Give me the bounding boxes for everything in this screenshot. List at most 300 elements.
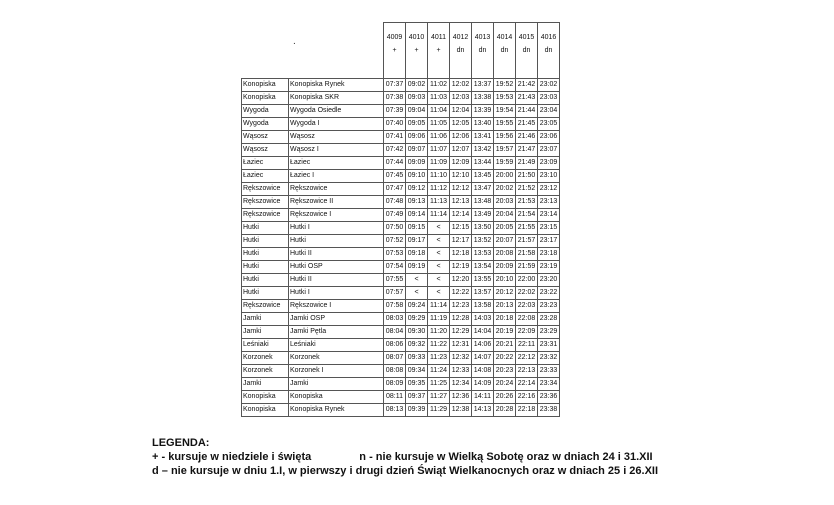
table-row <box>242 274 560 287</box>
time-cell: < <box>428 248 450 261</box>
time-cell: 13:52 <box>472 235 494 248</box>
table-row <box>242 261 560 274</box>
time-cell: 13:49 <box>472 209 494 222</box>
time-cell: 22:12 <box>516 352 538 365</box>
course-mark: + <box>414 47 419 54</box>
time-cell: < <box>428 222 450 235</box>
course-mark: dn <box>478 47 487 54</box>
time-cell: 14:08 <box>472 365 494 378</box>
time-cell: 11:12 <box>428 183 450 196</box>
town-cell: Wąsosz <box>242 131 289 144</box>
time-cell: 22:11 <box>516 339 538 352</box>
time-cell: 09:09 <box>406 157 428 170</box>
time-cell: 19:57 <box>494 144 516 157</box>
time-cell: 13:45 <box>472 170 494 183</box>
time-cell: 11:07 <box>428 144 450 157</box>
time-cell: 19:52 <box>494 79 516 92</box>
time-cell: 20:03 <box>494 196 516 209</box>
time-cell: 20:09 <box>494 261 516 274</box>
time-cell: 19:54 <box>494 105 516 118</box>
town-cell: Wygoda <box>242 118 289 131</box>
time-cell: 22:16 <box>516 391 538 404</box>
table-row <box>242 235 560 248</box>
table-row <box>242 352 560 365</box>
time-cell: 23:22 <box>538 287 560 300</box>
time-cell: 20:28 <box>494 404 516 417</box>
time-cell: 13:41 <box>472 131 494 144</box>
time-cell: 11:23 <box>428 352 450 365</box>
header-row <box>242 23 560 79</box>
time-cell: 20:18 <box>494 313 516 326</box>
time-cell: 12:15 <box>450 222 472 235</box>
time-cell: 22:03 <box>516 300 538 313</box>
table-row <box>242 118 560 131</box>
time-cell: 13:44 <box>472 157 494 170</box>
time-cell: 19:55 <box>494 118 516 131</box>
stop-cell: Hutki I <box>289 222 384 235</box>
course-number: 4015 <box>518 34 535 41</box>
time-cell: 12:36 <box>450 391 472 404</box>
time-cell: 20:13 <box>494 300 516 313</box>
header-blank-stop <box>289 23 384 79</box>
course-number: 4014 <box>496 34 513 41</box>
course-header <box>472 23 494 79</box>
time-cell: < <box>428 287 450 300</box>
time-cell: < <box>428 235 450 248</box>
legend-line-d <box>152 465 658 477</box>
time-cell: 14:03 <box>472 313 494 326</box>
time-cell: 11:09 <box>428 157 450 170</box>
legend-n-text: - nie kursuje w Wielką Sobotę oraz w dniach 24 i 31.XII <box>366 451 653 463</box>
time-cell: 19:59 <box>494 157 516 170</box>
course-mark: dn <box>500 47 509 54</box>
course-header <box>538 23 560 79</box>
town-cell: Hutki <box>242 248 289 261</box>
table-row <box>242 105 560 118</box>
time-cell: 08:03 <box>384 313 406 326</box>
time-cell: 12:02 <box>450 79 472 92</box>
time-cell: 07:58 <box>384 300 406 313</box>
stop-cell: Konopiska Rynek <box>289 404 384 417</box>
time-cell: 07:40 <box>384 118 406 131</box>
table-row <box>242 365 560 378</box>
course-number: 4012 <box>452 34 469 41</box>
legend-title: LEGENDA: <box>152 437 210 449</box>
town-cell: Rększowice <box>242 183 289 196</box>
time-cell: 23:33 <box>538 365 560 378</box>
stop-cell: Hutki <box>289 235 384 248</box>
time-cell: 12:14 <box>450 209 472 222</box>
stop-cell: Korzonek I <box>289 365 384 378</box>
header-dot: . <box>293 36 296 47</box>
time-cell: 09:17 <box>406 235 428 248</box>
time-cell: 12:06 <box>450 131 472 144</box>
town-cell: Jamki <box>242 378 289 391</box>
time-cell: 20:26 <box>494 391 516 404</box>
time-cell: 23:06 <box>538 131 560 144</box>
time-cell: 07:52 <box>384 235 406 248</box>
time-cell: 08:09 <box>384 378 406 391</box>
stop-cell: Jamki OSP <box>289 313 384 326</box>
town-cell: Łaziec <box>242 157 289 170</box>
town-cell: Jamki <box>242 313 289 326</box>
time-cell: 14:11 <box>472 391 494 404</box>
town-cell: Hutki <box>242 235 289 248</box>
time-cell: 23:04 <box>538 105 560 118</box>
time-cell: 12:10 <box>450 170 472 183</box>
time-cell: 07:49 <box>384 209 406 222</box>
header-blank-town <box>242 23 289 79</box>
time-cell: 11:25 <box>428 378 450 391</box>
time-cell: 11:02 <box>428 79 450 92</box>
time-cell: 23:14 <box>538 209 560 222</box>
time-cell: 09:18 <box>406 248 428 261</box>
time-cell: 13:57 <box>472 287 494 300</box>
time-cell: 11:27 <box>428 391 450 404</box>
legend <box>152 437 658 477</box>
time-cell: 23:20 <box>538 274 560 287</box>
time-cell: 23:38 <box>538 404 560 417</box>
time-cell: 21:47 <box>516 144 538 157</box>
stop-cell: Jamki <box>289 378 384 391</box>
time-cell: 20:22 <box>494 352 516 365</box>
stop-cell: Rększowice I <box>289 300 384 313</box>
time-cell: 13:48 <box>472 196 494 209</box>
time-cell: 13:55 <box>472 274 494 287</box>
time-cell: 22:00 <box>516 274 538 287</box>
time-cell: 20:00 <box>494 170 516 183</box>
time-cell: 09:10 <box>406 170 428 183</box>
time-cell: 07:39 <box>384 105 406 118</box>
table-row <box>242 144 560 157</box>
time-cell: 21:59 <box>516 261 538 274</box>
time-cell: 13:40 <box>472 118 494 131</box>
time-cell: 12:12 <box>450 183 472 196</box>
time-cell: 11:06 <box>428 131 450 144</box>
time-cell: 19:53 <box>494 92 516 105</box>
time-cell: 11:03 <box>428 92 450 105</box>
time-cell: 09:02 <box>406 79 428 92</box>
time-cell: 21:58 <box>516 248 538 261</box>
time-cell: 07:55 <box>384 274 406 287</box>
table-row <box>242 196 560 209</box>
time-cell: < <box>428 261 450 274</box>
time-cell: 20:19 <box>494 326 516 339</box>
course-number: 4009 <box>386 34 403 41</box>
time-cell: 13:47 <box>472 183 494 196</box>
town-cell: Konopiska <box>242 391 289 404</box>
time-cell: 13:58 <box>472 300 494 313</box>
time-cell: 09:13 <box>406 196 428 209</box>
town-cell: Wąsosz <box>242 144 289 157</box>
time-cell: 12:09 <box>450 157 472 170</box>
legend-n-symbol: n <box>359 451 367 463</box>
time-cell: 22:02 <box>516 287 538 300</box>
legend-line-plus-n <box>152 451 658 463</box>
time-cell: 07:45 <box>384 170 406 183</box>
time-cell: 13:54 <box>472 261 494 274</box>
course-mark: dn <box>544 47 553 54</box>
course-mark: dn <box>456 47 465 54</box>
town-cell: Rększowice <box>242 196 289 209</box>
stop-cell: Wygoda Osiedle <box>289 105 384 118</box>
time-cell: 23:36 <box>538 391 560 404</box>
time-cell: 21:45 <box>516 118 538 131</box>
timetable <box>241 22 560 417</box>
time-cell: 12:04 <box>450 105 472 118</box>
course-mark: + <box>392 47 397 54</box>
table-row <box>242 248 560 261</box>
table-row <box>242 157 560 170</box>
time-cell: 21:54 <box>516 209 538 222</box>
town-cell: Hutki <box>242 222 289 235</box>
time-cell: 08:07 <box>384 352 406 365</box>
stop-cell: Rększowice <box>289 183 384 196</box>
time-cell: 22:08 <box>516 313 538 326</box>
town-cell: Leśniaki <box>242 339 289 352</box>
stop-cell: Korzonek <box>289 352 384 365</box>
time-cell: 21:50 <box>516 170 538 183</box>
time-cell: 21:43 <box>516 92 538 105</box>
town-cell: Jamki <box>242 326 289 339</box>
stop-cell: Konopiska <box>289 391 384 404</box>
time-cell: 09:37 <box>406 391 428 404</box>
time-cell: 20:10 <box>494 274 516 287</box>
time-cell: 12:28 <box>450 313 472 326</box>
town-cell: Konopiska <box>242 79 289 92</box>
town-cell: Wygoda <box>242 105 289 118</box>
town-cell: Korzonek <box>242 365 289 378</box>
table-row <box>242 287 560 300</box>
time-cell: 13:42 <box>472 144 494 157</box>
time-cell: 14:13 <box>472 404 494 417</box>
time-cell: 07:42 <box>384 144 406 157</box>
time-cell: 11:14 <box>428 209 450 222</box>
time-cell: 11:13 <box>428 196 450 209</box>
time-cell: 07:53 <box>384 248 406 261</box>
course-number: 4010 <box>408 34 425 41</box>
time-cell: 12:19 <box>450 261 472 274</box>
time-cell: 23:32 <box>538 352 560 365</box>
time-cell: 14:09 <box>472 378 494 391</box>
time-cell: 09:24 <box>406 300 428 313</box>
time-cell: 11:24 <box>428 365 450 378</box>
time-cell: 23:02 <box>538 79 560 92</box>
table-row <box>242 391 560 404</box>
time-cell: 09:05 <box>406 118 428 131</box>
stop-cell: Rększowice I <box>289 209 384 222</box>
course-header <box>428 23 450 79</box>
time-cell: 09:39 <box>406 404 428 417</box>
time-cell: 11:05 <box>428 118 450 131</box>
table-row <box>242 222 560 235</box>
time-cell: 12:29 <box>450 326 472 339</box>
time-cell: 13:38 <box>472 92 494 105</box>
time-cell: 09:12 <box>406 183 428 196</box>
time-cell: 23:34 <box>538 378 560 391</box>
time-cell: 09:32 <box>406 339 428 352</box>
time-cell: 07:57 <box>384 287 406 300</box>
town-cell: Hutki <box>242 274 289 287</box>
town-cell: Rększowice <box>242 209 289 222</box>
time-cell: 14:06 <box>472 339 494 352</box>
time-cell: 09:19 <box>406 261 428 274</box>
legend-plus-symbol: + - <box>152 451 166 463</box>
stop-cell: Łaziec <box>289 157 384 170</box>
time-cell: 20:08 <box>494 248 516 261</box>
time-cell: 12:32 <box>450 352 472 365</box>
time-cell: 23:03 <box>538 92 560 105</box>
time-cell: 12:38 <box>450 404 472 417</box>
time-cell: 20:02 <box>494 183 516 196</box>
time-cell: 23:18 <box>538 248 560 261</box>
time-cell: 21:57 <box>516 235 538 248</box>
time-cell: 12:20 <box>450 274 472 287</box>
time-cell: 11:22 <box>428 339 450 352</box>
time-cell: 20:04 <box>494 209 516 222</box>
table-row <box>242 300 560 313</box>
time-cell: 08:13 <box>384 404 406 417</box>
time-cell: 11:14 <box>428 300 450 313</box>
time-cell: 23:29 <box>538 326 560 339</box>
time-cell: 13:50 <box>472 222 494 235</box>
time-cell: 12:23 <box>450 300 472 313</box>
course-number: 4016 <box>540 34 557 41</box>
time-cell: 11:29 <box>428 404 450 417</box>
time-cell: 11:04 <box>428 105 450 118</box>
time-cell: 23:09 <box>538 157 560 170</box>
time-cell: 09:33 <box>406 352 428 365</box>
time-cell: 11:10 <box>428 170 450 183</box>
time-cell: 07:44 <box>384 157 406 170</box>
town-cell: Konopiska <box>242 92 289 105</box>
time-cell: 12:03 <box>450 92 472 105</box>
time-cell: 21:53 <box>516 196 538 209</box>
time-cell: 23:13 <box>538 196 560 209</box>
time-cell: 09:03 <box>406 92 428 105</box>
time-cell: < <box>406 274 428 287</box>
course-header <box>384 23 406 79</box>
time-cell: 09:04 <box>406 105 428 118</box>
time-cell: 12:34 <box>450 378 472 391</box>
table-row <box>242 170 560 183</box>
time-cell: 23:31 <box>538 339 560 352</box>
legend-d-text: – nie kursuje w dniu 1.I, w pierwszy i drugi dzień Świąt Wielkanocnych oraz w dniach 25 i 26.XII <box>158 465 659 477</box>
time-cell: < <box>406 287 428 300</box>
time-cell: 23:10 <box>538 170 560 183</box>
time-cell: 12:18 <box>450 248 472 261</box>
time-cell: 07:50 <box>384 222 406 235</box>
time-cell: 08:08 <box>384 365 406 378</box>
town-cell: Rększowice <box>242 300 289 313</box>
town-cell: Korzonek <box>242 352 289 365</box>
time-cell: 23:07 <box>538 144 560 157</box>
time-cell: 07:48 <box>384 196 406 209</box>
stop-cell: Wąsosz I <box>289 144 384 157</box>
time-cell: < <box>428 274 450 287</box>
time-cell: 14:04 <box>472 326 494 339</box>
time-cell: 09:14 <box>406 209 428 222</box>
time-cell: 08:11 <box>384 391 406 404</box>
stop-cell: Hutki OSP <box>289 261 384 274</box>
time-cell: 08:06 <box>384 339 406 352</box>
time-cell: 09:35 <box>406 378 428 391</box>
course-mark: + <box>436 47 441 54</box>
time-cell: 09:30 <box>406 326 428 339</box>
table-row <box>242 339 560 352</box>
course-number: 4011 <box>430 34 447 41</box>
course-mark: dn <box>522 47 531 54</box>
time-cell: 07:41 <box>384 131 406 144</box>
table-row <box>242 209 560 222</box>
town-cell: Hutki <box>242 261 289 274</box>
time-cell: 12:07 <box>450 144 472 157</box>
stop-cell: Hutki II <box>289 248 384 261</box>
time-cell: 07:38 <box>384 92 406 105</box>
stop-cell: Hutki II <box>289 274 384 287</box>
time-cell: 12:22 <box>450 287 472 300</box>
time-cell: 22:14 <box>516 378 538 391</box>
time-cell: 12:13 <box>450 196 472 209</box>
course-header <box>494 23 516 79</box>
table-row <box>242 92 560 105</box>
table-row <box>242 131 560 144</box>
time-cell: 13:39 <box>472 105 494 118</box>
time-cell: 09:07 <box>406 144 428 157</box>
table-row <box>242 404 560 417</box>
time-cell: 21:52 <box>516 183 538 196</box>
time-cell: 07:47 <box>384 183 406 196</box>
legend-plus-text: kursuje w niedziele i święta <box>165 451 312 463</box>
time-cell: 12:33 <box>450 365 472 378</box>
time-cell: 23:19 <box>538 261 560 274</box>
stop-cell: Konopiska Rynek <box>289 79 384 92</box>
stop-cell: Wygoda I <box>289 118 384 131</box>
table-row <box>242 378 560 391</box>
stop-cell: Wąsosz <box>289 131 384 144</box>
time-cell: 09:15 <box>406 222 428 235</box>
time-cell: 22:09 <box>516 326 538 339</box>
time-cell: 14:07 <box>472 352 494 365</box>
stop-cell: Jamki Pętla <box>289 326 384 339</box>
town-cell: Konopiska <box>242 404 289 417</box>
time-cell: 20:07 <box>494 235 516 248</box>
town-cell: Łaziec <box>242 170 289 183</box>
time-cell: 11:19 <box>428 313 450 326</box>
time-cell: 09:06 <box>406 131 428 144</box>
time-cell: 11:20 <box>428 326 450 339</box>
time-cell: 13:53 <box>472 248 494 261</box>
stop-cell: Rększowice II <box>289 196 384 209</box>
stop-cell: Hutki I <box>289 287 384 300</box>
time-cell: 23:23 <box>538 300 560 313</box>
stop-cell: Leśniaki <box>289 339 384 352</box>
course-header <box>516 23 538 79</box>
time-cell: 12:05 <box>450 118 472 131</box>
time-cell: 23:12 <box>538 183 560 196</box>
time-cell: 23:15 <box>538 222 560 235</box>
table-row <box>242 183 560 196</box>
time-cell: 12:31 <box>450 339 472 352</box>
time-cell: 22:18 <box>516 404 538 417</box>
course-header <box>450 23 472 79</box>
time-cell: 19:56 <box>494 131 516 144</box>
time-cell: 20:24 <box>494 378 516 391</box>
time-cell: 21:55 <box>516 222 538 235</box>
time-cell: 23:28 <box>538 313 560 326</box>
time-cell: 20:21 <box>494 339 516 352</box>
course-number: 4013 <box>474 34 491 41</box>
